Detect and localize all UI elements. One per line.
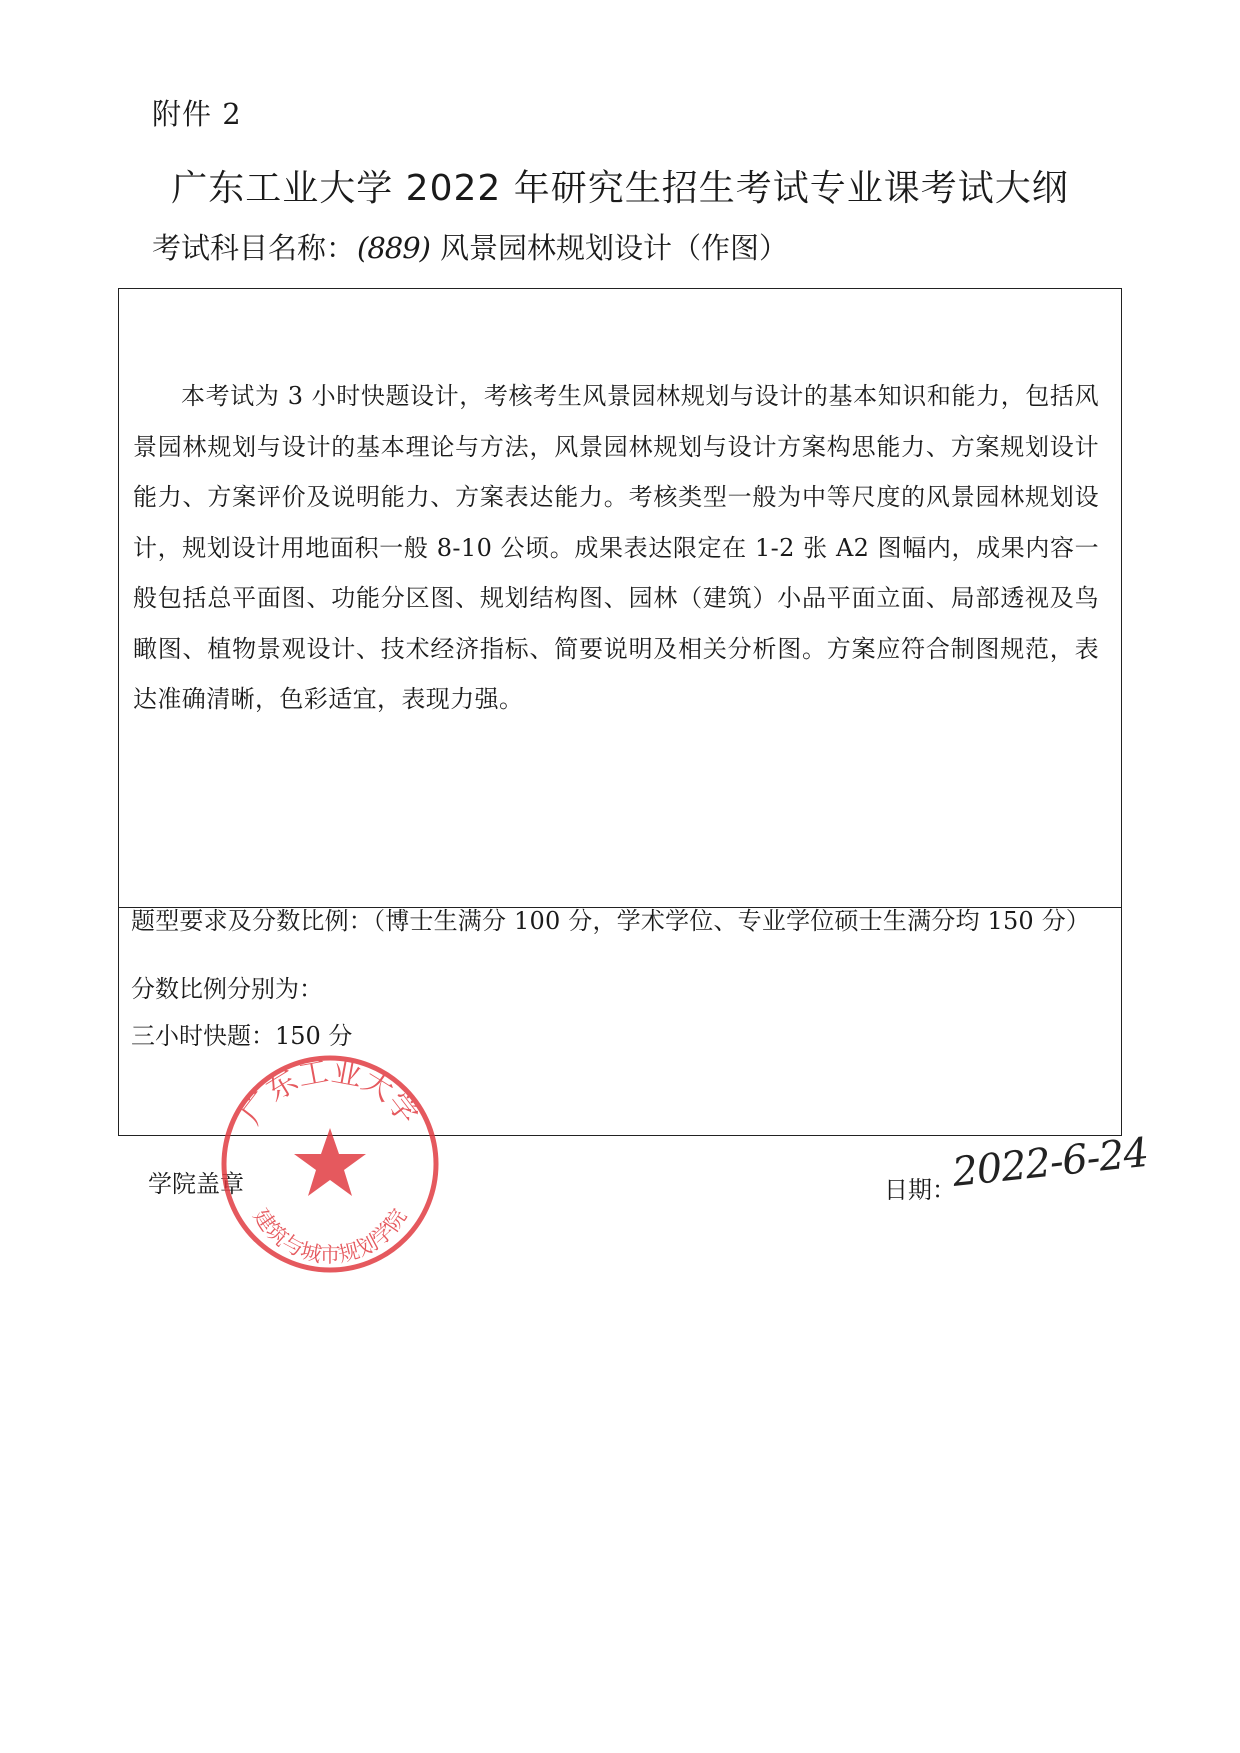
subject-line xyxy=(152,226,788,267)
handwritten-date: 2022-6-24 xyxy=(950,1129,1151,1196)
college-stamp-icon xyxy=(218,1052,442,1276)
document-title: 广东工业大学 2022 年研究生招生考试专业课考试大纲 xyxy=(171,168,1069,209)
college-seal-label: 学院盖章 xyxy=(148,1170,244,1198)
subject-code: (889) xyxy=(357,231,430,265)
attachment-label: 附件 2 xyxy=(152,97,242,131)
subject-prefix: 考试科目名称： xyxy=(152,231,356,265)
intro-paragraph: 本考试为 3 小时快题设计，考核考生风景园林规划与设计的基本知识和能力，包括风景园林规划与设计的基本理论与方法，风景园林规划与设计方案构思能力、方案规划设计能力、方案评价及说明能力、方案表达能力。考核类型一般为中等尺度的风景园林规划设计，规划设计用地面积一般 8-10 公顷。成果表达限定在 1-2 张 A2 图幅内，成果内容一般包括总平面图、功能分区图、规划结构图、园林（建筑）小品平面立面、局部透视及鸟瞰图、植物景观设计、技术经济指标、简要说明及相关分析图。方案应符合制图规范，表达准确清晰，色彩适宜，表现力强。 xyxy=(133,382,1099,713)
stamp-top-text: 广东工业大学 xyxy=(234,1054,426,1131)
date-label: 日期： xyxy=(884,1176,956,1204)
score-ratio-heading: 分数比例分别为： xyxy=(131,975,323,1003)
content-box xyxy=(118,288,1122,1136)
score-ratio-item: 三小时快题：150 分 xyxy=(131,1022,353,1050)
score-requirement-note: 题型要求及分数比例：（博士生满分 100 分，学术学位、专业学位硕士生满分均 150 分） xyxy=(131,907,1091,935)
stamp-bottom-text: 建筑与城市规划学院 xyxy=(248,1204,412,1267)
subject-name: 风景园林规划设计（作图） xyxy=(440,231,789,265)
stamp-star-icon xyxy=(294,1128,366,1196)
